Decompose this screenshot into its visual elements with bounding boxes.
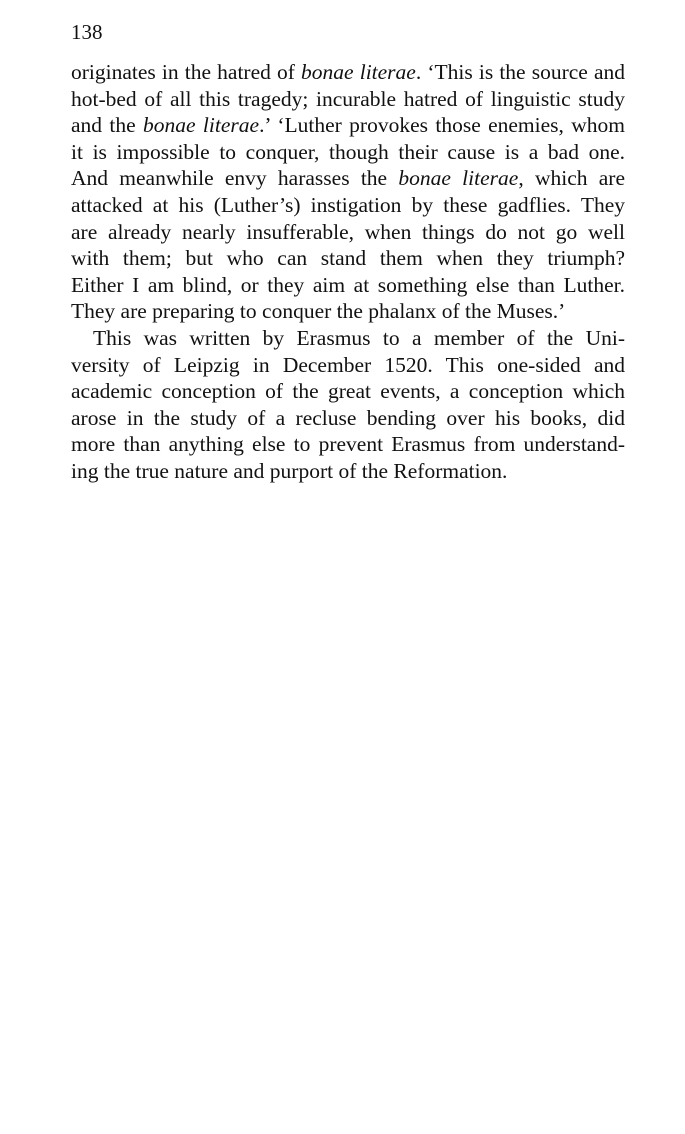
text-segment: Either I am blind, or they aim at something else than Luther. xyxy=(71,272,625,297)
text-segment: , which are xyxy=(518,166,626,191)
body-text xyxy=(71,59,625,485)
text-line xyxy=(71,431,625,458)
italic-text-segment: bonae literae xyxy=(398,166,519,191)
text-segment: academic conception of the great events, a conception which xyxy=(71,379,625,404)
text-line xyxy=(71,352,625,379)
text-line xyxy=(71,112,625,139)
text-segment: are already nearly insufferable, when things do not go well xyxy=(71,219,625,244)
text-segment: . ‘This is the source and xyxy=(415,60,625,84)
text-segment: ing the true nature and purport of the Reformation. xyxy=(71,458,508,483)
text-segment: arose in the study of a recluse bending over his books, did xyxy=(71,405,625,430)
text-segment: it is impossible to conquer, though their cause is a bad one. xyxy=(71,139,625,164)
text-segment: versity of Leipzig in December 1520. This one-sided and xyxy=(71,352,625,377)
text-segment: hot-bed of all this tragedy; incurable hatred of linguistic study xyxy=(71,86,625,111)
text-line xyxy=(71,245,625,272)
text-segment: And meanwhile envy harasses the xyxy=(71,166,399,191)
text-segment: attacked at his (Luther’s) instigation by these gadflies. They xyxy=(71,192,625,217)
page-number: 138 xyxy=(71,20,103,44)
text-segment: and the xyxy=(71,113,144,138)
text-line xyxy=(71,86,625,113)
text-line xyxy=(71,59,625,86)
text-line xyxy=(71,378,625,405)
text-line xyxy=(71,192,625,219)
text-segment: more than anything else to prevent Erasmus from understand- xyxy=(71,432,625,457)
text-line xyxy=(71,139,625,166)
text-segment: This was written by Erasmus to a member of the Uni- xyxy=(93,325,625,350)
text-line xyxy=(71,405,625,432)
text-line xyxy=(71,165,625,192)
text-line xyxy=(71,219,625,246)
text-line xyxy=(71,272,625,299)
italic-text-segment: bonae literae xyxy=(301,60,416,84)
text-line xyxy=(71,325,625,352)
text-line xyxy=(71,298,625,325)
text-segment: They are preparing to conquer the phalanx of the Muses.’ xyxy=(71,299,566,324)
text-line xyxy=(71,458,625,485)
text-segment: with them; but who can stand them when they triumph? xyxy=(71,246,625,271)
text-segment: originates in the hatred of xyxy=(71,60,302,84)
text-segment: .’ ‘Luther provokes those enemies, whom xyxy=(259,113,626,138)
italic-text-segment: bonae literae xyxy=(143,113,260,138)
